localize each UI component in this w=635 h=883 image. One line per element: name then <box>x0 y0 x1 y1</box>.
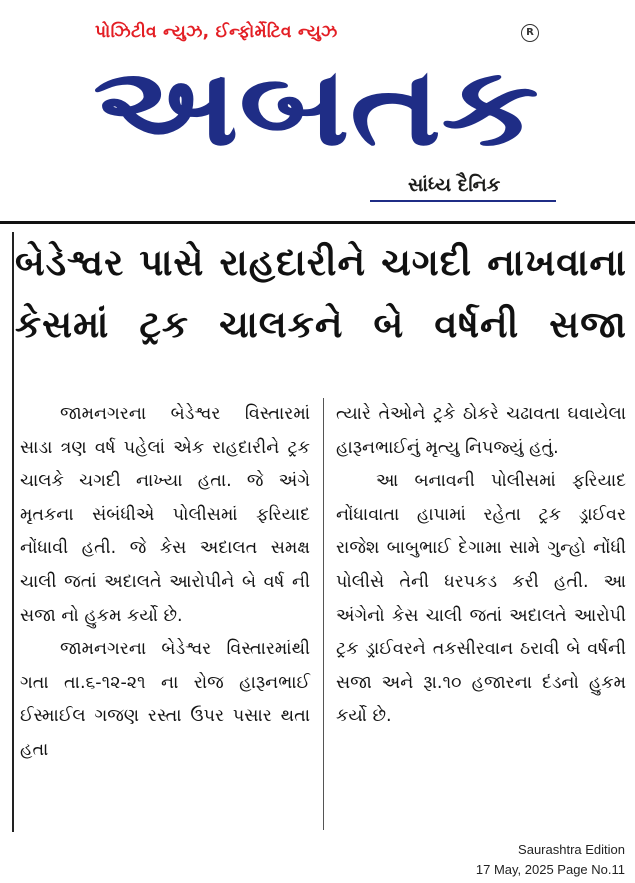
subtitle-underline <box>370 200 556 202</box>
article-paragraph: આ બનાવની પોલીસમાં ફરિયાદ નોંધાવાતા હાપામાં રહેતા ટ્રક ડ્રાઈવર રાજેશ બાબુભાઈ દેગામા સામે ગુન્હો નોંધી પોલીસે તેની ધરપકડ કરી હતી. આ અંગેનો કેસ ચાલી જતાં અદાલતે આરોપી ટ્રક ડ્રાઈવરને તકસીરવાન ઠરાવી બે વર્ષની સજા અને રૂા.૧૦ હજારના દંડનો હુકમ કર્યો છે. <box>336 471 626 727</box>
masthead-divider <box>0 221 635 224</box>
registered-trademark-icon: R <box>521 24 539 42</box>
article-paragraph: જામનગરના બેડેશ્વર વિસ્તારમાંથી ગતા તા.૬-૧૨-૨૧ ના રોજ હારૂનભાઈ ઈસ્માઈલ ગજણ રસ્તા ઉપર પસાર થતા હતા <box>20 639 310 760</box>
article-paragraph: ત્યારે તેઓને ટ્રકે ઠોકરે ચઢાવતા ઘવાયેલા હારૂનભાઈનું મૃત્યુ નિપજ્યું હતું. <box>336 404 626 458</box>
masthead <box>0 0 635 222</box>
masthead-tagline: પોઝિટીવ ન્યુઝ, ઈન્ફોર્મેટિવ ન્યુઝ <box>95 22 338 42</box>
article-paragraph: જામનગરના બેડેશ્વર વિસ્તારમાં સાડા ત્રણ વર્ષ પહેલાં એક રાહદારીને ટ્રક ચાલકે ચગદી નાખ્યા હતા. જે અંગે મૃતકના સંબંધીએ પોલીસમાં ફરિયાદ નોંધાવી હતી. જે કેસ અદાલત સમક્ષ ચાલી જતાં અદાલતે આરોપીને બે વર્ષ ની સજા નો હુકમ કર્યો છે. <box>20 404 310 626</box>
edition-info <box>476 840 625 880</box>
edition-date-page: 17 May, 2025 Page No.11 <box>475 862 625 877</box>
headline-line-1: બેડેશ્વર પાસે રાહદારીને ચગદી નાખવાના <box>15 241 627 284</box>
masthead-subtitle: સાંધ્ય દૈનિક <box>408 174 501 196</box>
logo-text: અબતક <box>93 46 539 164</box>
edition-name: Saurashtra Edition <box>518 842 625 857</box>
newspaper-logo <box>90 46 542 164</box>
article-left-border <box>12 232 14 832</box>
column-divider <box>323 398 324 830</box>
article-column-right <box>336 398 626 734</box>
headline-line-2: કેસમાં ટ્રક ચાલકને બે વર્ષની સજા <box>15 303 627 346</box>
article-headline <box>15 232 627 356</box>
article-column-left <box>20 398 310 768</box>
